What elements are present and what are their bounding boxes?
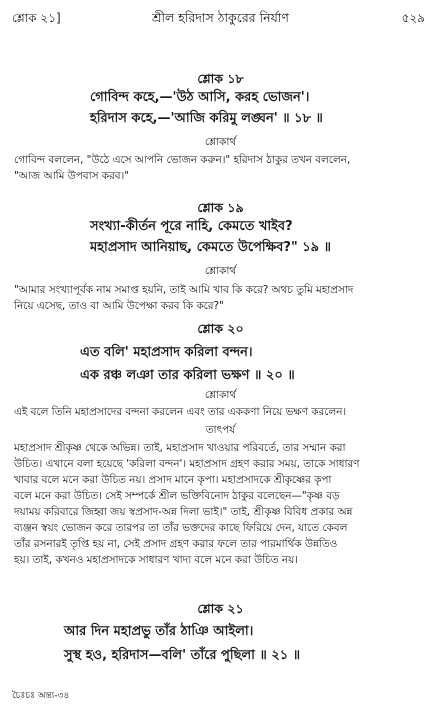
page-footer-signature: চৈঃচঃ অন্ত্য-৩৪ <box>12 691 70 701</box>
verse-heading-18: শ্লোক ১৮ <box>197 71 244 86</box>
translation-18-line: "আজ আমি উপবাস করব।" <box>14 170 130 182</box>
verse-19-line-1: সংখ্যা-কীর্তন পূরে নাহি, কেমতে খাইব? <box>90 219 293 234</box>
purport-20-line: দয়াময় করিবারে জিহ্বা জয় স্বপ্রসাদ-অন্ন দিলা ভাই।" তাই, শ্রীকৃষ্ণ বিবিধ প্রকার অন্ন <box>14 506 353 518</box>
purport-20-line: হয়। তাই, কখনও মহাপ্রসাদকে সাধারণ খাদ্য বলে মনে করা উচিত নয়। <box>14 554 298 566</box>
purport-label-20: তাৎপর্য <box>205 424 236 436</box>
purport-20-line: উচিত। এখানে বলা হয়েছে 'করিলা বন্দন'। মহাপ্রসাদ গ্রহণ করার সময়, তাকে সাধারণ <box>14 458 360 470</box>
translation-18-line: গোবিন্দ বললেন, "উঠে এসে আপনি ভোজন করুন।" হরিদাস ঠাকুর তখন বললেন, <box>14 154 351 166</box>
purport-20-line: বলে মনে করা উচিত। সেই সম্পর্কে শ্রীল ভক্তিবিনোদ ঠাকুর বলেছেন—"কৃষ্ণ বড় <box>14 490 340 502</box>
verse-20-line-2: এক রঞ্চ লঞা তার করিলা ভক্ষণ ॥ ২০ ॥ <box>80 368 295 383</box>
verse-18-line-1: গোবিন্দ কহে,—'উঠ আসি, করহ ভোজন'। <box>90 90 310 105</box>
verse-heading-21: শ্লোক ২১ <box>197 601 244 616</box>
translation-18 <box>14 152 429 184</box>
verse-20-line-1: এত বলি' মহাপ্রসাদ করিলা বন্দন। <box>80 345 253 360</box>
verse-heading-19: শ্লোক ১৯ <box>197 200 244 215</box>
translation-20 <box>14 404 429 420</box>
header-verse-range: শ্লোক ২১] <box>12 11 61 25</box>
translation-label-20: শ্লোকার্থ <box>204 389 237 401</box>
translation-19 <box>14 282 429 314</box>
running-header <box>12 8 429 28</box>
translation-label-18: শ্লোকার্থ <box>204 136 237 148</box>
purport-20-line: মহাপ্রসাদ শ্রীকৃষ্ণ থেকে অভিন্ন। তাই, মহাপ্রসাদ খাওয়ার পরিবর্তে, তার সম্মান করা <box>14 442 346 454</box>
translation-19-line: "আমার সংখ্যাপূর্বক নাম সমাপ্ত হয়নি, তাই আমি খাব কি করে? অথচ তুমি মহাপ্রসাদ <box>14 284 354 296</box>
translation-19-line: নিয়ে এসেছ, তাও বা আমি উপেক্ষা করব কি করে?" <box>14 300 224 312</box>
purport-20 <box>14 440 429 568</box>
purport-20-line: তাঁর রসনারই তৃপ্তি হয় না, সেই প্রসাদ গ্রহণ করার ফলে তার পারমার্থিক উন্নতিও <box>14 538 338 550</box>
verse-19-line-2: মহাপ্রসাদ আনিয়াছ, কেমতে উপেক্ষিব?" ১৯ ॥ <box>90 240 331 255</box>
purport-20-line: খাবার বলে মনে করা উচিত নয়। প্রসাদ মানে কৃপা। মহাপ্রসাদকে শ্রীকৃষ্ণের কৃপা <box>14 474 332 486</box>
verse-21-line-1: আর দিন মহাপ্রভু তাঁর ঠাঞি আইলা। <box>64 624 254 639</box>
verse-heading-20: শ্লোক ২০ <box>197 321 244 336</box>
translation-label-19: শ্লোকার্থ <box>204 265 237 277</box>
translation-20-line: এই বলে তিনি মহাপ্রসাদের বন্দনা করলেন এবং তার এককণা নিয়ে ভক্ষণ করলেন। <box>14 406 347 418</box>
purport-20-line: ব্যঞ্জন স্বয়ং ভোজন করে তারপর তা তাঁর ভক্তদের কাছে ফিরিয়ে দেন, যাতে কেবল <box>14 522 348 534</box>
header-chapter-title: শ্রীল হরিদাস ঠাকুরের নির্যাণ <box>152 10 289 25</box>
page-number: ৫২৯ <box>401 11 425 25</box>
verse-21-line-2: সুস্থ হও, হরিদাস—বলি' তাঁরে পুছিলা ॥ ২১ ॥ <box>64 648 301 663</box>
verse-18-line-2: হরিদাস কহে,—'আজি করিমু লঙ্ঘন' ॥ ১৮ ॥ <box>90 111 323 126</box>
